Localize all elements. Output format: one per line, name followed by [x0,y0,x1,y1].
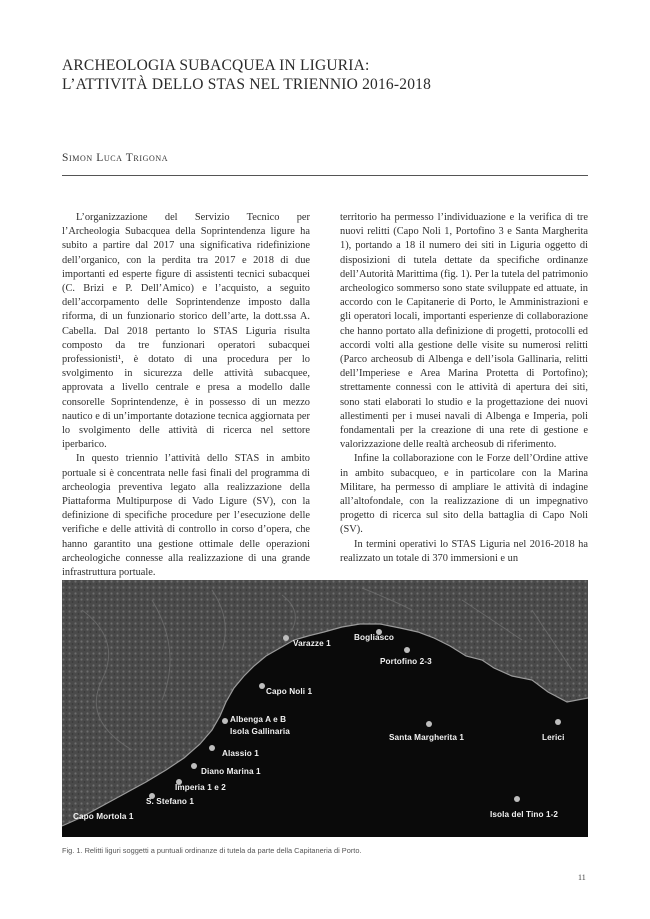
site-label: Isola del Tino 1-2 [490,810,559,819]
site-label: Alassio 1 [222,749,259,758]
title-line-2: L’ATTIVITÀ DELLO STAS NEL TRIENNIO 2016-2018 [62,76,432,93]
site-marker [209,745,215,751]
site-label: Capo Mortola 1 [73,812,134,821]
paragraph: L’organizzazione del Servizio Tecnico per l’Archeologia Subacquea della Soprintendenza ligure ha subito a partire dal 2017 una significativa ridefinizione dell’organico, con la perdita tra 2017 e 2018 di due importanti ed esperte figure di assistenti tecnici subacquei (C. Brizi e P. Dell’Amico) e l’acquisto, a seguito dell’accorpamento delle Soprintendenze imposto dalla riforma, di un funzionario storico dell’arte, la dott.ssa A. Cabella. Dal 2018 pertanto lo STAS Liguria risulta composto da tre funzionari operatori subacquei professionisti¹, è dotato di una procedura per lo svolgimento in sicurezza delle attività subacquee, approvata a livello centrale e presa a modello dalle consorelle Soprintendenze, è in possesso di un mezzo nautico e di un’importante dotazione tecnica aggiornata per lo svolgimento delle attività di ricerca nel settore iperbarico. [62,212,310,451]
site-marker [283,635,289,641]
site-marker [191,763,197,769]
site-label: Capo Noli 1 [266,687,313,696]
site-label: Imperia 1 e 2 [175,783,226,792]
paragraph: In questo triennio l’attività dello STAS in ambito portuale si è concentrata nelle fasi finali del programma di archeologia preventiva legato alla realizzazione della Piattaforma Multipurpose di Vado Ligure (SV), con la definizione di specifiche procedure per l’esecuzione delle verifiche e delle attività di controllo in corso d’opera, che hanno garantito una gestione ottimale delle operazioni archeologiche connesse alla realizzazione di una grande infrastruttura portuale. [62,453,310,579]
site-marker [222,718,228,724]
site-label: Albenga A e B [230,715,287,724]
map-terrain [62,580,588,837]
header-divider [62,175,588,176]
site-label: Lerici [542,733,565,742]
site-label: Diano Marina 1 [201,767,261,776]
site-marker [555,719,561,725]
site-marker [259,683,265,689]
site-marker [514,796,520,802]
page-number: 11 [578,873,586,882]
figure-caption: Fig. 1. Relitti liguri soggetti a puntuali ordinanze di tutela da parte della Capitaneria di Porto. [62,846,362,855]
site-label: Bogliasco [354,633,395,642]
land-area [62,580,588,826]
title-line-1: ARCHEOLOGIA SUBACQUEA IN LIGURIA: [62,57,370,74]
site-label: Portofino 2-3 [380,657,432,666]
paragraph: In termini operativi lo STAS Liguria nel 2016-2018 ha realizzato un totale di 370 immersioni e un [340,538,588,564]
site-marker [404,647,410,653]
author-name: Simon Luca Trigona [62,152,169,164]
article-title [62,56,602,94]
paragraph: territorio ha permesso l’individuazione e la verifica di tre nuovi relitti (Capo Noli 1, Portofino 3 e Santa Margherita 1), portando a 18 il numero dei siti in Liguria oggetto di disposizioni di tutela dettate da specifiche ordinanze dell’Autorità Marittima (fig. 1). Per la tutela del patrimonio archeologico sommerso sono state sviluppate ed attuate, in accordo con le Capitanerie di Porto, le Amministrazioni e gli operatori locali, importanti esperienze di collaborazione che hanno portato alla definizione di progetti, protocolli ed accordi volti alla gestione delle visite su numerosi relitti (Parco archeosub di Albenga e dell’isola Gallinaria, relitti dell’Imperiese e Area Marina Protetta di Portofino); strettamente connessi con le attività di apertura dei siti, sono stati elaborati lo studio e la progettazione dei nuovi allestimenti per i musei navali di Albenga e Imperia, poli fondamentali per la creazione di una rete di gestione e valorizzazione delle realtà archeosub di riferimento. [340,212,588,451]
map-figure [62,580,588,837]
site-label: S. Stefano 1 [146,797,195,806]
site-label: Isola Gallinaria [230,727,290,736]
site-marker [426,721,432,727]
site-label: Santa Margherita 1 [389,733,465,742]
text-column-right [340,211,588,566]
site-label: Varazze 1 [293,639,331,648]
paragraph: Infine la collaborazione con le Forze dell’Ordine attive in ambito subacqueo, e in particolare con la Marina Militare, ha permesso di ampliare le attività di indagine all’altofondale, con la realizzazione di un impegnativo progetto di ricerca sul sito della battaglia di Capo Noli (SV). [340,453,588,536]
text-column-left [62,211,310,609]
